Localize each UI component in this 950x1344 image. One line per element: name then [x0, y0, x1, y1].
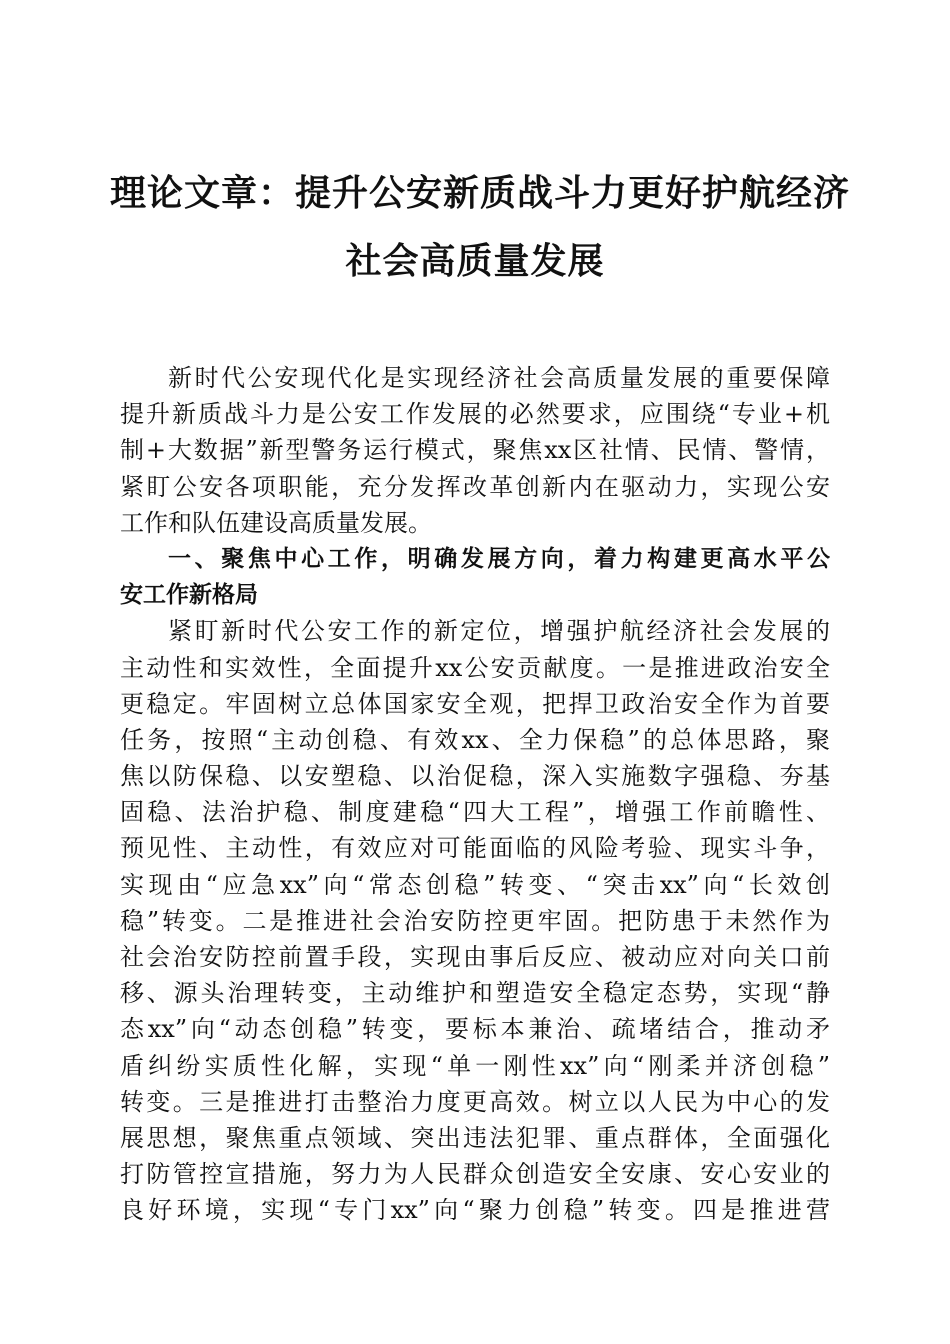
text-line: 态xx”向“动态创稳”转变，要标本兼治、疏堵结合，推动矛	[120, 1015, 830, 1044]
section-heading	[120, 541, 830, 613]
text-line: 工作和队伍建设高质量发展。	[120, 508, 432, 537]
intro-paragraph	[120, 360, 830, 541]
text-line: 社会治安防控前置手段，实现由事后反应、被动应对向关口前	[120, 943, 830, 971]
text-line: 预见性、主动性，有效应对可能面临的风险考验、现实斗争，	[120, 834, 830, 863]
text-line: 良好环境，实现“专门xx”向“聚力创稳”转变。四是推进营	[120, 1196, 830, 1225]
text-line: 提升新质战斗力是公安工作发展的必然要求，应围绕“专业+机	[120, 400, 830, 429]
document-title-line-2: 社会高质量发展	[345, 241, 605, 282]
heading-line: 一、聚焦中心工作，明确发展方向，着力构建更高水平公	[168, 545, 830, 572]
document-title-line-1: 理论文章：提升公安新质战斗力更好护航经济	[110, 173, 851, 214]
text-line: 焦以防保稳、以安塑稳、以治促稳，深入实施数字强稳、夯基	[120, 762, 830, 791]
text-line: 移、源头治理转变，主动维护和塑造安全稳定态势，实现“静	[120, 979, 830, 1008]
text-line: 固稳、法治护稳、制度建稳“四大工程”，增强工作前瞻性、	[120, 798, 830, 827]
text-line: 实现由“应急xx”向“常态创稳”转变、“突击xx”向“长效创	[120, 870, 830, 899]
text-line: 制+大数据”新型警务运行模式，聚焦xx区社情、民情、警情，	[120, 436, 830, 465]
text-line: 盾纠纷实质性化解，实现“单一刚性xx”向“刚柔并济创稳”	[120, 1051, 830, 1080]
text-line: 更稳定。牢固树立总体国家安全观，把捍卫政治安全作为首要	[120, 689, 830, 718]
text-line: 展思想，聚焦重点领域、突出违法犯罪、重点群体，全面强化	[120, 1123, 830, 1152]
text-line: 打防管控宣措施，努力为人民群众创造安全安康、安心安业的	[120, 1160, 830, 1189]
text-line: 任务，按照“主动创稳、有效xx、全力保稳”的总体思路，聚	[120, 725, 830, 754]
text-line: 转变。三是推进打击整治力度更高效。树立以人民为中心的发	[120, 1087, 830, 1116]
text-line: 主动性和实效性，全面提升xx公安贡献度。一是推进政治安全	[120, 653, 830, 682]
text-line: 新时代公安现代化是实现经济社会高质量发展的重要保障	[168, 364, 830, 392]
text-line: 紧盯公安各项职能，充分发挥改革创新内在驱动力，实现公安	[120, 472, 830, 501]
document-body	[120, 360, 830, 1229]
section-paragraph	[120, 613, 830, 1228]
text-line: 紧盯新时代公安工作的新定位，增强护航经济社会发展的	[168, 617, 830, 646]
heading-line: 安工作新格局	[120, 582, 258, 609]
text-line: 稳”转变。二是推进社会治安防控更牢固。把防患于未然作为	[120, 906, 830, 935]
